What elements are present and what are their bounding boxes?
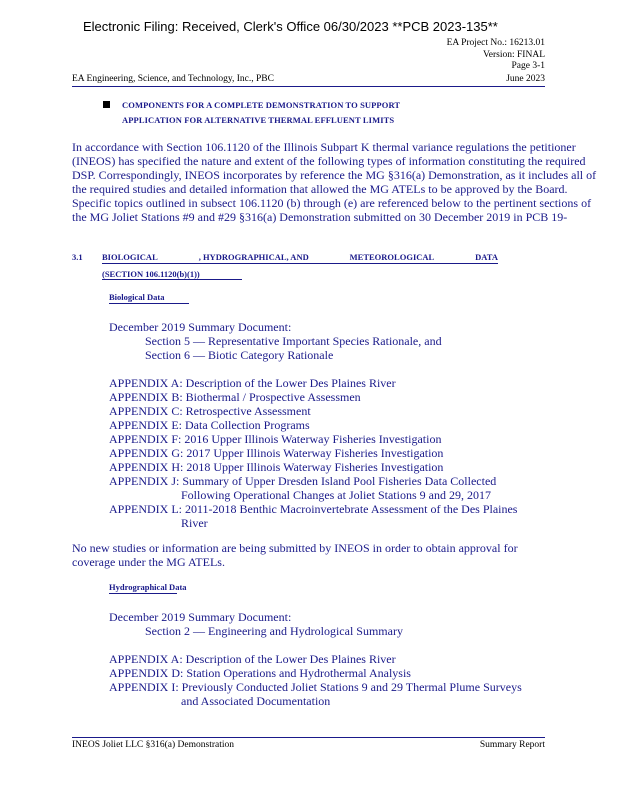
page-number: Page 3-1 [511,61,545,71]
bio-appendix-l-cont: River [181,516,208,530]
bio-appendix-g: APPENDIX G: 2017 Upper Illinois Waterway Fisheries Investigation [109,446,444,460]
heading-line2: (SECTION 106.1120(b)(1)) [102,269,242,280]
section-number: 3.1 [72,252,83,262]
bullet-square-icon [103,101,110,108]
bio-section-5: Section 5 — Representative Important Species Rationale, and [145,334,442,348]
project-number: EA Project No.: 16213.01 [446,38,545,48]
bio-appendix-j: APPENDIX J: Summary of Upper Dresden Island Pool Fisheries Data Collected [109,474,497,488]
hydro-appendix-i: APPENDIX I: Previously Conducted Joliet Stations 9 and 29 Thermal Plume Surveys [109,680,522,694]
bio-doc-title: December 2019 Summary Document: [109,320,292,334]
hydro-section-2: Section 2 — Engineering and Hydrological Summary [145,624,403,638]
section-title-line1: COMPONENTS FOR A COMPLETE DEMONSTRATION TO SUPPORT [122,100,401,110]
bio-appendix-e: APPENDIX E: Data Collection Programs [109,418,310,432]
hydro-appendix-d: APPENDIX D: Station Operations and Hydrothermal Analysis [109,666,411,680]
bio-appendix-h: APPENDIX H: 2018 Upper Illinois Waterway Fisheries Investigation [109,460,444,474]
intro-paragraph: In accordance with Section 106.1120 of the Illinois Subpart K thermal variance regulations the petitioner (INEOS) has specified the nature and extent of the following types of information constituting the required DSP. Correspondingly, INEOS incorporates by reference the MG §316(a) Demonstration, as it includes all of the required studies and detailed information that allowed the MG ATELs to be approved by the Board. Specific topics outlined in subsect 106.1120 (b) through (e) are referenced below to the pertinent sections of the MG Joliet Stations #9 and #29 §316(a) Demonstration submitted on 30 December 2019 in PCB 19- [72,140,597,224]
hydro-appendix-i-cont: and Associated Documentation [181,694,331,708]
filing-stamp: Electronic Filing: Received, Clerk's Office 06/30/2023 **PCB 2023-135** [83,19,498,34]
biological-subhead: Biological Data [109,292,189,304]
heading-word-4: DATA [475,252,498,262]
heading-word-2: , HYDROGRAPHICAL, AND [198,252,309,262]
hydro-doc-title: December 2019 Summary Document: [109,610,292,624]
footer-left: INEOS Joliet LLC §316(a) Demonstration [72,740,235,750]
footer-rule [72,737,545,738]
heading-word-3: METEOROLOGICAL [349,252,435,262]
bio-section-6: Section 6 — Biotic Category Rationale [145,348,334,362]
hydrographical-subhead: Hydrographical Data [109,582,187,592]
company-name: EA Engineering, Science, and Technology, Inc., PBC [72,74,274,84]
footer-right: Summary Report [479,740,545,750]
header-rule [72,86,545,87]
biological-block [109,292,517,530]
bio-appendix-l: APPENDIX L: 2011-2018 Benthic Macroinvertebrate Assessment of the Des Plaines [109,502,518,516]
bio-appendix-b: APPENDIX B: Biothermal / Prospective Assessmen [109,390,361,404]
section-heading [102,252,498,282]
bio-appendix-a: APPENDIX A: Description of the Lower Des Plaines River [109,376,396,390]
heading-word-1: BIOLOGICAL [102,252,158,262]
section-title-line2: APPLICATION FOR ALTERNATIVE THERMAL EFFLUENT LIMITS [122,115,395,125]
hydrographical-block [109,582,522,708]
hydro-appendix-a: APPENDIX A: Description of the Lower Des Plaines River [109,652,396,666]
report-date: June 2023 [506,74,545,84]
no-new-studies-paragraph: No new studies or information are being submitted by INEOS in order to obtain approval for coverage under the MG ATELs. [72,541,518,569]
bio-appendix-c: APPENDIX C: Retrospective Assessment [109,404,311,418]
bio-appendix-f: APPENDIX F: 2016 Upper Illinois Waterway Fisheries Investigation [109,432,442,446]
version: Version: FINAL [482,49,545,60]
header-right-block [447,38,545,73]
bio-appendix-j-cont: Following Operational Changes at Joliet Stations 9 and 29, 2017 [181,488,491,502]
